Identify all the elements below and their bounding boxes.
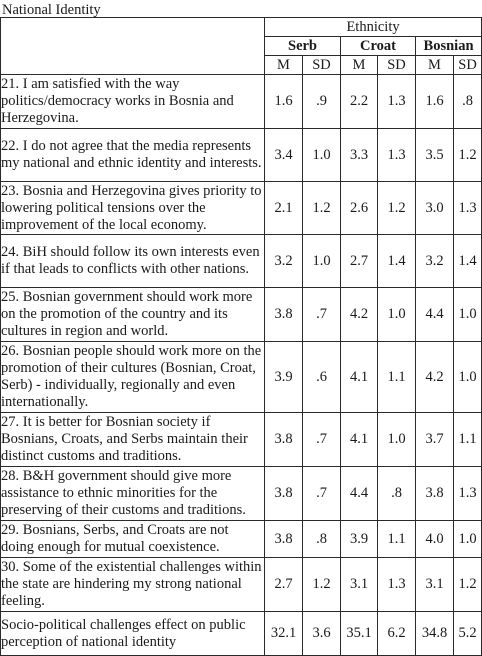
value-croat-m: 4.1: [341, 342, 378, 413]
stat-label-croat-sd: SD: [378, 56, 416, 75]
value-bosnian-sd: 1.3: [454, 182, 482, 235]
value-serb-m: 3.2: [265, 235, 303, 288]
value-croat-sd: .8: [378, 467, 416, 521]
statement-cell: 24. BiH should follow its own interests even if that leads to conflicts with other nations.: [1, 235, 265, 288]
value-serb-m: 3.8: [265, 288, 303, 342]
value-bosnian-m: 3.2: [416, 235, 454, 288]
value-croat-sd: 1.4: [378, 235, 416, 288]
table-row: [1, 413, 482, 467]
value-bosnian-sd: 5.2: [454, 612, 482, 656]
value-serb-sd: 1.0: [303, 129, 341, 182]
value-bosnian-m: 3.7: [416, 413, 454, 467]
value-croat-sd: 1.3: [378, 129, 416, 182]
value-serb-sd: 3.6: [303, 612, 341, 656]
stat-label-serb-sd: SD: [303, 56, 341, 75]
value-croat-m: 2.7: [341, 235, 378, 288]
table-row: [1, 342, 482, 413]
header-corner-cell: [1, 18, 265, 75]
value-bosnian-m: 3.8: [416, 467, 454, 521]
table-row: [1, 235, 482, 288]
value-serb-sd: .8: [303, 521, 341, 558]
value-croat-m: 4.4: [341, 467, 378, 521]
statement-cell: 26. Bosnian people should work more on the promotion of their cultures (Bosnian, Croat, Serb) - individually, regionally and even internationally.: [1, 342, 265, 413]
value-serb-sd: 1.2: [303, 182, 341, 235]
value-serb-m: 3.8: [265, 467, 303, 521]
group-header-croat: Croat: [341, 37, 416, 56]
statement-cell: Socio-political challenges effect on public perception of national identity: [1, 612, 265, 656]
table-row: [1, 182, 482, 235]
value-croat-sd: 1.1: [378, 521, 416, 558]
table-row-summary: [1, 612, 482, 656]
value-croat-sd: 6.2: [378, 612, 416, 656]
stat-label-bosnian-m: M: [416, 56, 454, 75]
value-bosnian-m: 4.0: [416, 521, 454, 558]
value-croat-m: 2.2: [341, 75, 378, 129]
statement-cell: 28. B&H government should give more assistance to ethnic minorities for the preserving of their customs and traditions.: [1, 467, 265, 521]
value-croat-m: 2.6: [341, 182, 378, 235]
value-croat-sd: 1.0: [378, 413, 416, 467]
value-serb-m: 3.8: [265, 413, 303, 467]
value-serb-sd: .7: [303, 413, 341, 467]
value-croat-sd: 1.3: [378, 558, 416, 612]
stat-label-croat-m: M: [341, 56, 378, 75]
stat-label-serb-m: M: [265, 56, 303, 75]
value-bosnian-sd: 1.0: [454, 521, 482, 558]
statistics-table: [0, 17, 482, 656]
value-serb-m: 32.1: [265, 612, 303, 656]
value-serb-m: 2.7: [265, 558, 303, 612]
table-row: [1, 467, 482, 521]
value-bosnian-m: 3.1: [416, 558, 454, 612]
table-row: [1, 521, 482, 558]
value-serb-sd: .9: [303, 75, 341, 129]
value-bosnian-sd: .8: [454, 75, 482, 129]
value-bosnian-m: 3.0: [416, 182, 454, 235]
value-serb-sd: 1.2: [303, 558, 341, 612]
value-serb-m: 3.9: [265, 342, 303, 413]
value-serb-sd: .7: [303, 288, 341, 342]
value-croat-sd: 1.3: [378, 75, 416, 129]
value-bosnian-sd: 1.3: [454, 467, 482, 521]
stat-label-bosnian-sd: SD: [454, 56, 482, 75]
value-serb-m: 2.1: [265, 182, 303, 235]
group-header-serb: Serb: [265, 37, 341, 56]
value-bosnian-sd: 1.0: [454, 288, 482, 342]
value-croat-m: 35.1: [341, 612, 378, 656]
statement-cell: 29. Bosnians, Serbs, and Croats are not doing enough for mutual coexistence.: [1, 521, 265, 558]
table-body: [1, 18, 482, 656]
table-row: [1, 558, 482, 612]
group-header-bosnian: Bosnian: [416, 37, 482, 56]
statement-cell: 22. I do not agree that the media represents my national and ethnic identity and interests.: [1, 129, 265, 182]
value-bosnian-sd: 1.2: [454, 129, 482, 182]
value-bosnian-m: 3.5: [416, 129, 454, 182]
value-bosnian-sd: 1.4: [454, 235, 482, 288]
table-row: [1, 75, 482, 129]
value-croat-m: 3.3: [341, 129, 378, 182]
value-croat-sd: 1.1: [378, 342, 416, 413]
value-bosnian-sd: 1.1: [454, 413, 482, 467]
header-row-ethnicity: [1, 18, 482, 37]
value-croat-m: 4.1: [341, 413, 378, 467]
statement-cell: 27. It is better for Bosnian society if Bosnians, Croats, and Serbs maintain their distinct customs and traditions.: [1, 413, 265, 467]
value-croat-m: 3.9: [341, 521, 378, 558]
value-bosnian-sd: 1.2: [454, 558, 482, 612]
table-row: [1, 288, 482, 342]
value-croat-m: 4.2: [341, 288, 378, 342]
value-bosnian-m: 1.6: [416, 75, 454, 129]
value-bosnian-sd: 1.0: [454, 342, 482, 413]
value-croat-m: 3.1: [341, 558, 378, 612]
value-serb-m: 1.6: [265, 75, 303, 129]
statement-cell: 23. Bosnia and Herzegovina gives priority to lowering political tensions over the improvement of the local economy.: [1, 182, 265, 235]
value-croat-sd: 1.0: [378, 288, 416, 342]
statement-cell: 25. Bosnian government should work more on the promotion of the country and its cultures in region and world.: [1, 288, 265, 342]
ethnicity-header: Ethnicity: [265, 18, 482, 37]
statement-cell: 30. Some of the existential challenges within the state are hindering my strong national feeling.: [1, 558, 265, 612]
value-bosnian-m: 4.4: [416, 288, 454, 342]
value-serb-sd: .7: [303, 467, 341, 521]
value-croat-sd: 1.2: [378, 182, 416, 235]
table-row: [1, 129, 482, 182]
table-caption: National Identity: [2, 2, 101, 18]
value-serb-m: 3.8: [265, 521, 303, 558]
statement-cell: 21. I am satisfied with the way politics/democracy works in Bosnia and Herzegovina.: [1, 75, 265, 129]
value-bosnian-m: 34.8: [416, 612, 454, 656]
value-serb-sd: .6: [303, 342, 341, 413]
value-serb-sd: 1.0: [303, 235, 341, 288]
value-serb-m: 3.4: [265, 129, 303, 182]
value-bosnian-m: 4.2: [416, 342, 454, 413]
